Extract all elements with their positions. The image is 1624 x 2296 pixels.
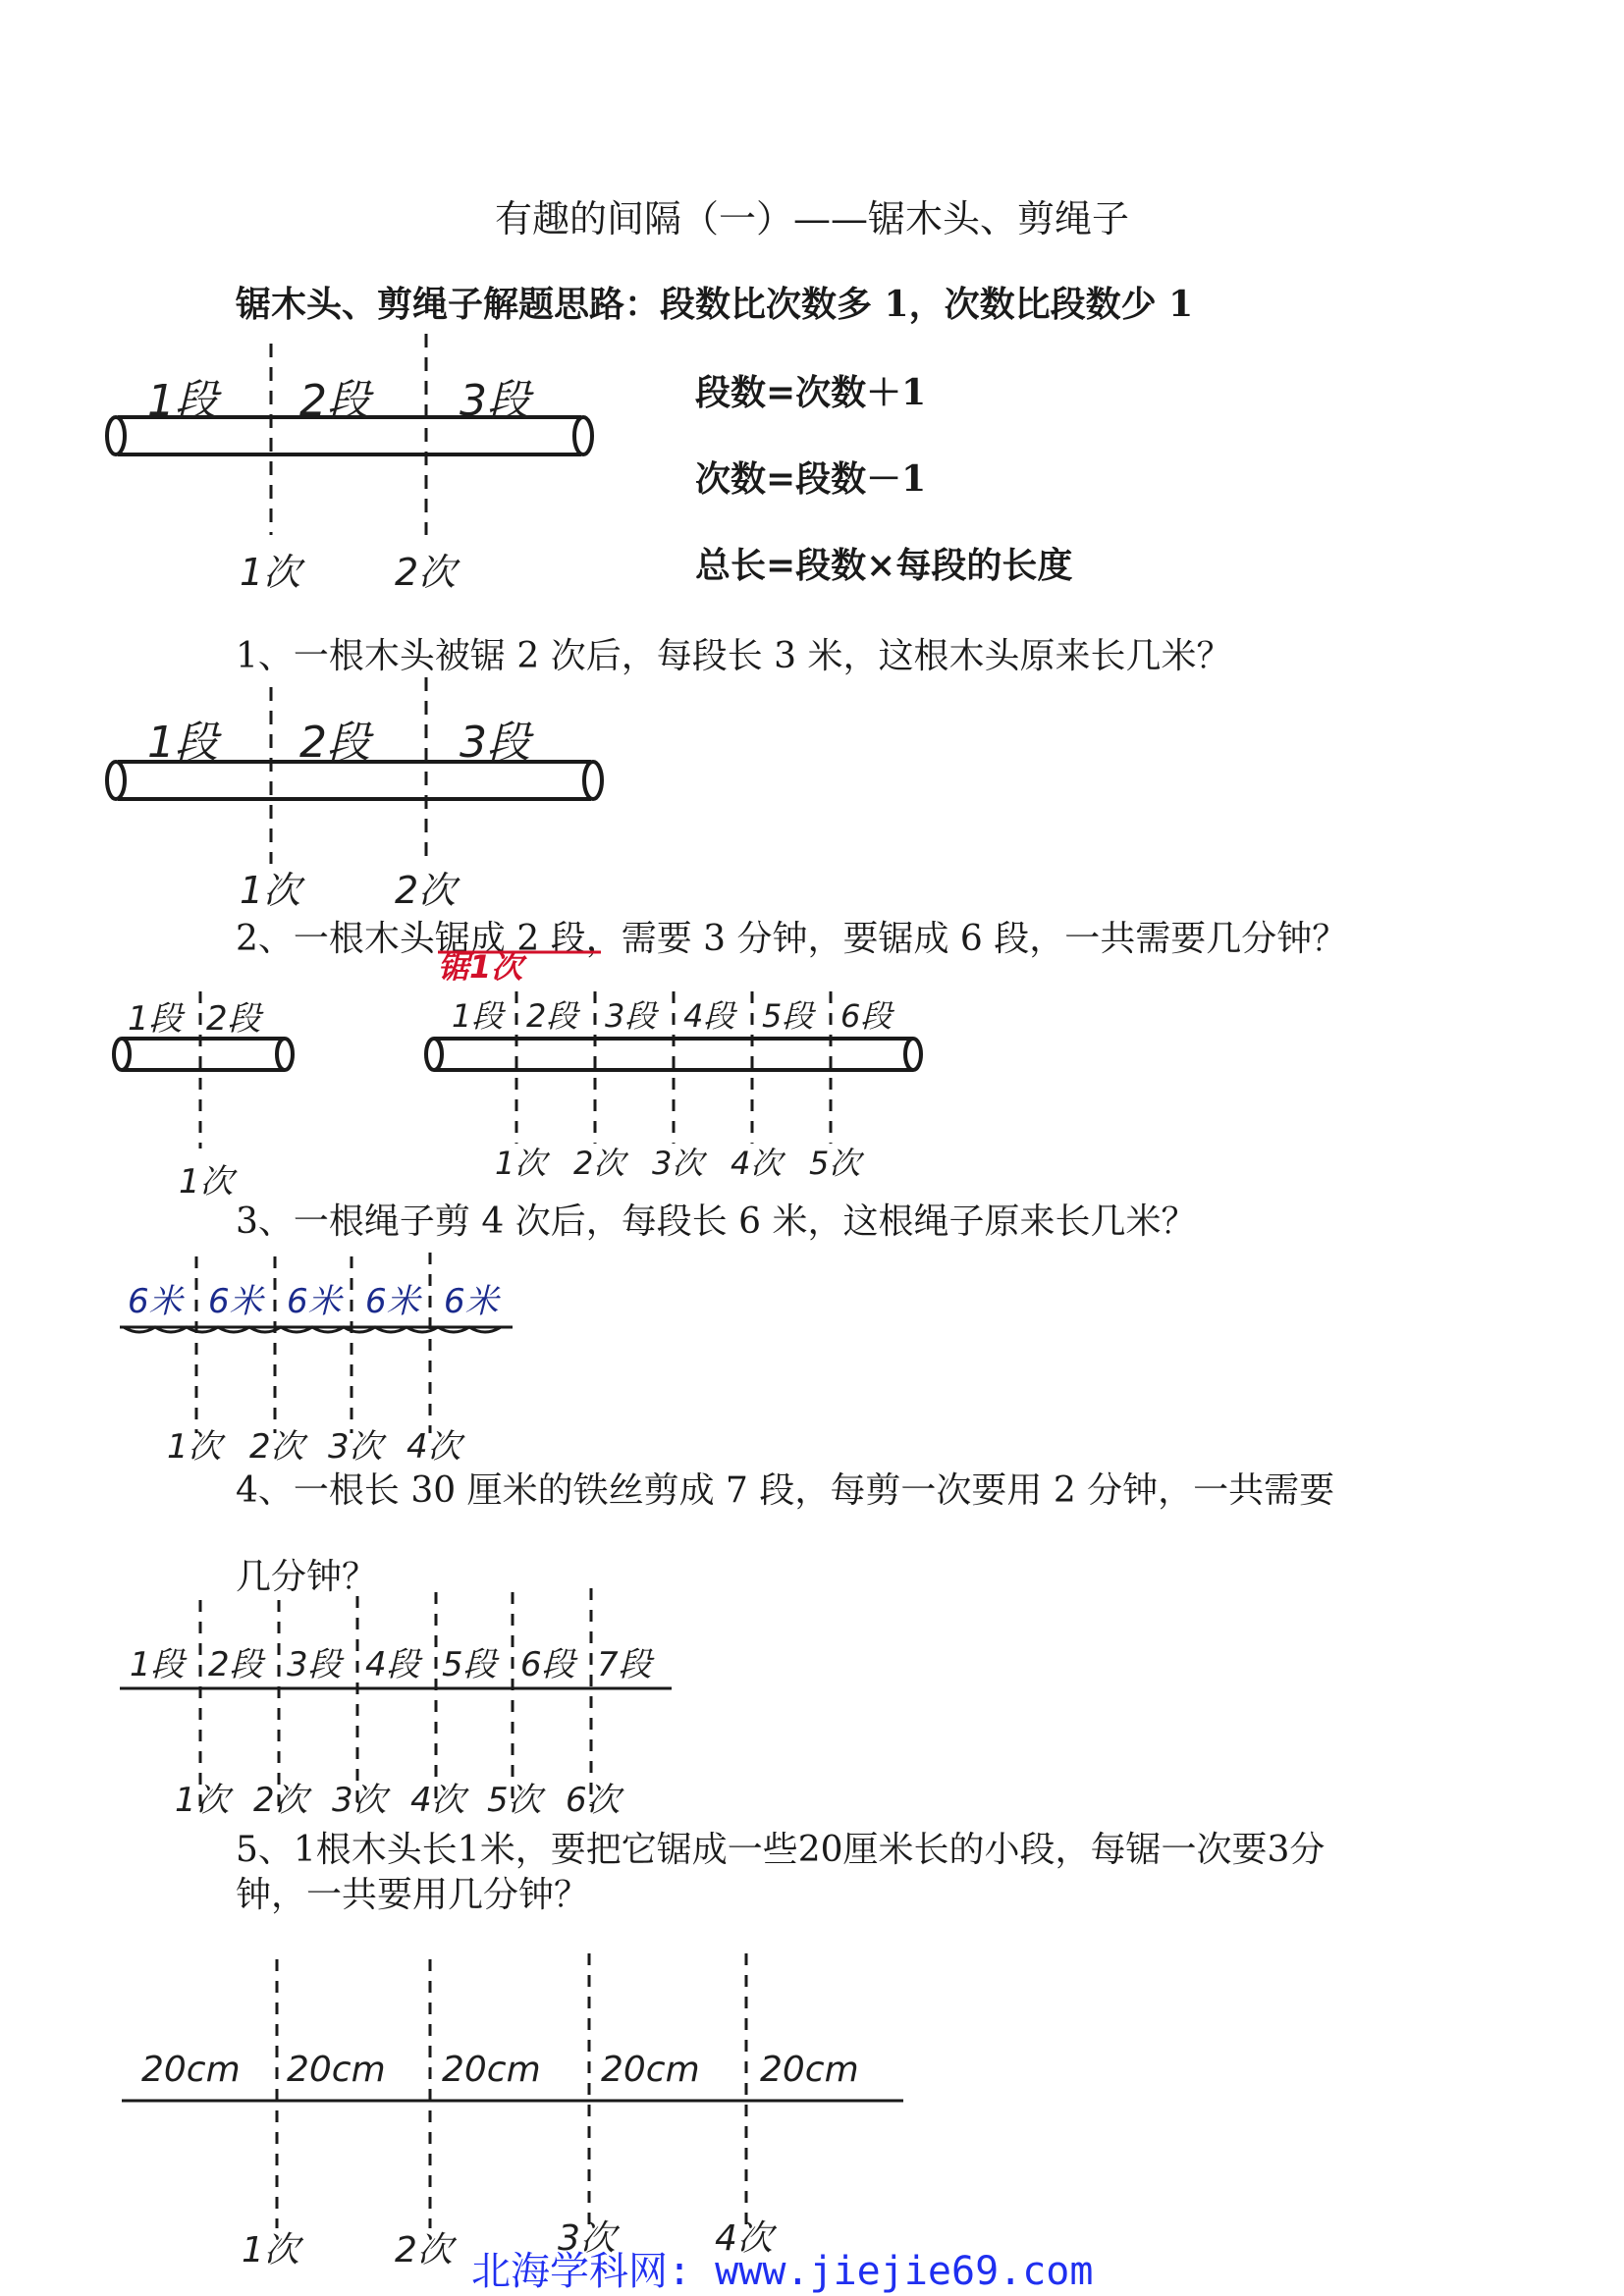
d0-segment-3: 3段 — [460, 376, 530, 426]
d0-segment-2: 2段 — [299, 376, 370, 426]
solution-hint: 锯木头、剪绳子解题思路：段数比次数多 1，次数比段数少 1 — [236, 284, 1194, 325]
d2a-segment-2: 2段 — [206, 999, 261, 1039]
d4-cut-2: 2次 — [253, 1781, 308, 1820]
d2a-segment-1: 1段 — [128, 999, 183, 1039]
d2b-cut-3: 3次 — [652, 1145, 704, 1182]
d3-segment-4: 6米 — [365, 1282, 420, 1321]
d2b-segment-1: 1段 — [452, 997, 504, 1035]
d4-segment-4: 4段 — [365, 1645, 420, 1684]
d3-segment-1: 6米 — [128, 1282, 183, 1321]
question-1: 1、一根木头被锯 2 次后，每段长 3 米，这根木头原来长几米？ — [236, 636, 1232, 676]
d0-segment-1: 1段 — [147, 376, 218, 426]
d5-cut-4: 4次 — [715, 2218, 773, 2259]
question-4-cont: 几分钟？ — [236, 1557, 378, 1597]
question-2: 2、一根木头锯成 2 段，需要 3 分钟，要锯成 6 段，一共需要几分钟？ — [236, 919, 1348, 959]
d2b-segment-4: 4段 — [683, 997, 735, 1035]
d4-segment-7: 7段 — [597, 1645, 652, 1684]
d2b-segment-3: 3段 — [605, 997, 657, 1035]
question-5-cont: 钟，一共要用几分钟？ — [236, 1875, 590, 1915]
d2b-cut-4: 4次 — [731, 1145, 783, 1182]
d1-segment-3: 3段 — [460, 718, 530, 768]
d2b-segment-5: 5段 — [762, 997, 814, 1035]
d3-cut-2: 2次 — [249, 1427, 304, 1467]
d3-cut-3: 3次 — [328, 1427, 383, 1467]
d5-segment-1: 20cm — [141, 2050, 241, 2090]
d1-cut-2: 2次 — [395, 869, 457, 912]
d5-cut-3: 3次 — [558, 2218, 616, 2259]
d4-cut-5: 5次 — [487, 1781, 542, 1820]
question-4: 4、一根长 30 厘米的铁丝剪成 7 段，每剪一次要用 2 分钟，一共需要 — [236, 1470, 1335, 1511]
d4-cut-3: 3次 — [332, 1781, 387, 1820]
d1-cut-1: 1次 — [240, 869, 301, 912]
d2a-cut-1: 1次 — [179, 1162, 234, 1201]
d4-cut-6: 6次 — [566, 1781, 621, 1820]
d3-segment-5: 6米 — [444, 1282, 499, 1321]
d1-segment-1: 1段 — [147, 718, 218, 768]
d2b-cut-5: 5次 — [809, 1145, 861, 1182]
d3-cut-4: 4次 — [406, 1427, 461, 1467]
d3-cut-1: 1次 — [167, 1427, 222, 1467]
d4-segment-6: 6段 — [520, 1645, 575, 1684]
d4-cut-4: 4次 — [410, 1781, 465, 1820]
d5-segment-4: 20cm — [601, 2050, 700, 2090]
page-title: 有趣的间隔（一）——锯木头、剪绳子 — [494, 197, 1129, 240]
formula-segments: 段数=次数＋1 — [695, 372, 927, 413]
d2b-segment-6: 6段 — [840, 997, 893, 1035]
formula-cuts: 次数=段数－1 — [695, 458, 927, 500]
d5-segment-2: 20cm — [287, 2050, 386, 2090]
d1-segment-2: 2段 — [299, 718, 370, 768]
d2b-segment-2: 2段 — [526, 997, 578, 1035]
d0-cut-2: 2次 — [395, 551, 457, 594]
d4-segment-3: 3段 — [287, 1645, 342, 1684]
d2b-note: 锯1次 — [438, 948, 523, 986]
d5-cut-1: 1次 — [242, 2230, 299, 2270]
question-5: 5、1根木头长1米，要把它锯成一些20厘米长的小段，每锯一次要3分 — [236, 1830, 1326, 1870]
d3-segment-3: 6米 — [287, 1282, 342, 1321]
d4-segment-5: 5段 — [442, 1645, 497, 1684]
d4-segment-2: 2段 — [208, 1645, 263, 1684]
d3-segment-2: 6米 — [208, 1282, 263, 1321]
d5-segment-5: 20cm — [760, 2050, 859, 2090]
d5-segment-3: 20cm — [442, 2050, 541, 2090]
d0-cut-1: 1次 — [240, 551, 301, 594]
watermark-link[interactable]: 北海学科网: www.jiejie69.com — [471, 2249, 1094, 2294]
formula-total-length: 总长=段数×每段的长度 — [695, 545, 1073, 586]
question-3: 3、一根绳子剪 4 次后，每段长 6 米，这根绳子原来长几米？ — [236, 1201, 1197, 1242]
d2b-cut-1: 1次 — [495, 1145, 547, 1182]
d5-cut-2: 2次 — [395, 2230, 453, 2270]
d4-segment-1: 1段 — [130, 1645, 185, 1684]
d4-cut-1: 1次 — [175, 1781, 230, 1820]
d2b-cut-2: 2次 — [573, 1145, 625, 1182]
